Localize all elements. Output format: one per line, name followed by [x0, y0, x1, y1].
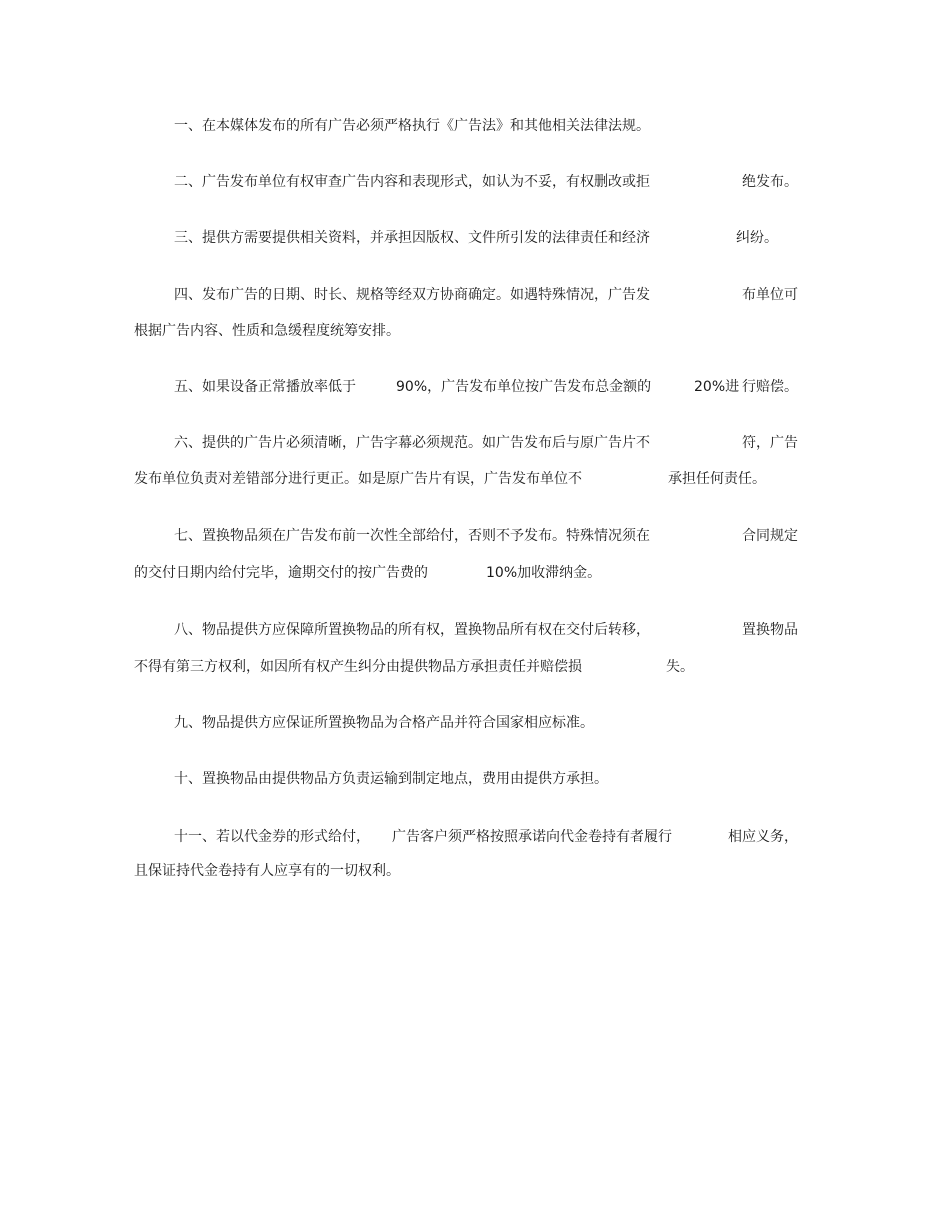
clause-1-text: 一、在本媒体发布的所有广告必须严格执行《广告法》和其他相关法律法规。 — [174, 118, 650, 134]
clause-6-line-1 — [174, 431, 798, 455]
clause-10-text: 十、置换物品由提供物品方负责运输到制定地点，费用由提供方承担。 — [174, 771, 608, 787]
clause-7-line-2 — [134, 561, 798, 585]
clause-7-line-1 — [174, 524, 798, 548]
clause-6-text-end: 符，广告 — [742, 435, 798, 451]
clause-8-text-cont-end: 失。 — [666, 659, 694, 675]
clause-5-text-20pct: 20%进 — [694, 379, 740, 395]
clause-6-text: 六、提供的广告片必须清晰，广告字幕必须规范。如广告发布后与原广告片不 — [174, 435, 650, 451]
clause-8-text-cont: 不得有第三方权利，如因所有权产生纠分由提供物品方承担责任并赔偿损 — [134, 659, 582, 675]
clause-7-text-end: 合同规定 — [742, 528, 798, 544]
clause-11-text-end: 相应义务， — [728, 829, 798, 845]
clause-11-text: 十一、若以代金券的形式给付， — [174, 829, 370, 845]
clause-10-line-1 — [174, 767, 798, 791]
clause-5-text-end: 行赔偿。 — [742, 379, 798, 395]
clause-1-line-1 — [174, 114, 798, 138]
clause-11-line-2 — [134, 859, 798, 883]
clause-5-line-1 — [174, 375, 798, 399]
clause-7-text-cont: 的交付日期内给付完毕，逾期交付的按广告费的 — [134, 565, 428, 581]
clause-11-line-1 — [174, 825, 798, 849]
clause-4-text-cont: 根据广告内容、性质和急缓程度统筹安排。 — [134, 323, 400, 339]
clause-6-text-cont: 发布单位负责对差错部分进行更正。如是原广告片有误，广告发布单位不 — [134, 471, 582, 487]
clause-4-line-2 — [134, 319, 798, 343]
clause-8-line-1 — [174, 618, 798, 642]
clause-3-text: 三、提供方需要提供相关资料，并承担因版权、文件所引发的法律责任和经济 — [174, 230, 650, 246]
clause-5-text: 五、如果设备正常播放率低于 — [174, 379, 356, 395]
clause-8-text-end: 置换物品 — [742, 622, 798, 638]
clause-8-text: 八、物品提供方应保障所置换物品的所有权，置换物品所有权在交付后转移， — [174, 622, 650, 638]
clause-7-text-10pct: 10%加收滞纳金。 — [486, 565, 602, 581]
clause-11-text-mid: 广告客户须严格按照承诺向代金卷持有者履行 — [392, 829, 672, 845]
clause-9-text: 九、物品提供方应保证所置换物品为合格产品并符合国家相应标准。 — [174, 715, 594, 731]
clause-2-text: 二、广告发布单位有权审查广告内容和表现形式，如认为不妥，有权删改或拒 — [174, 174, 650, 190]
clause-4-text-end: 布单位可 — [742, 287, 798, 303]
clause-2-line-1 — [174, 170, 798, 194]
clause-3-line-1 — [174, 226, 798, 250]
clause-3-text-end: 纠纷。 — [736, 230, 778, 246]
clause-5-text-90pct: 90%，广告发布单位按广告发布总金额的 — [396, 379, 652, 395]
clause-4-text: 四、发布广告的日期、时长、规格等经双方协商确定。如遇特殊情况，广告发 — [174, 287, 650, 303]
clause-2-text-end: 绝发布。 — [742, 174, 798, 190]
clause-4-line-1 — [174, 283, 798, 307]
clause-8-line-2 — [134, 655, 798, 679]
clause-6-text-cont-end: 承担任何责任。 — [668, 471, 766, 487]
clause-9-line-1 — [174, 711, 798, 735]
clause-7-text: 七、置换物品须在广告发布前一次性全部给付，否则不予发布。特殊情况须在 — [174, 528, 650, 544]
clause-6-line-2 — [134, 467, 798, 491]
clause-11-text-cont: 且保证持代金卷持有人应享有的一切权利。 — [134, 863, 400, 879]
